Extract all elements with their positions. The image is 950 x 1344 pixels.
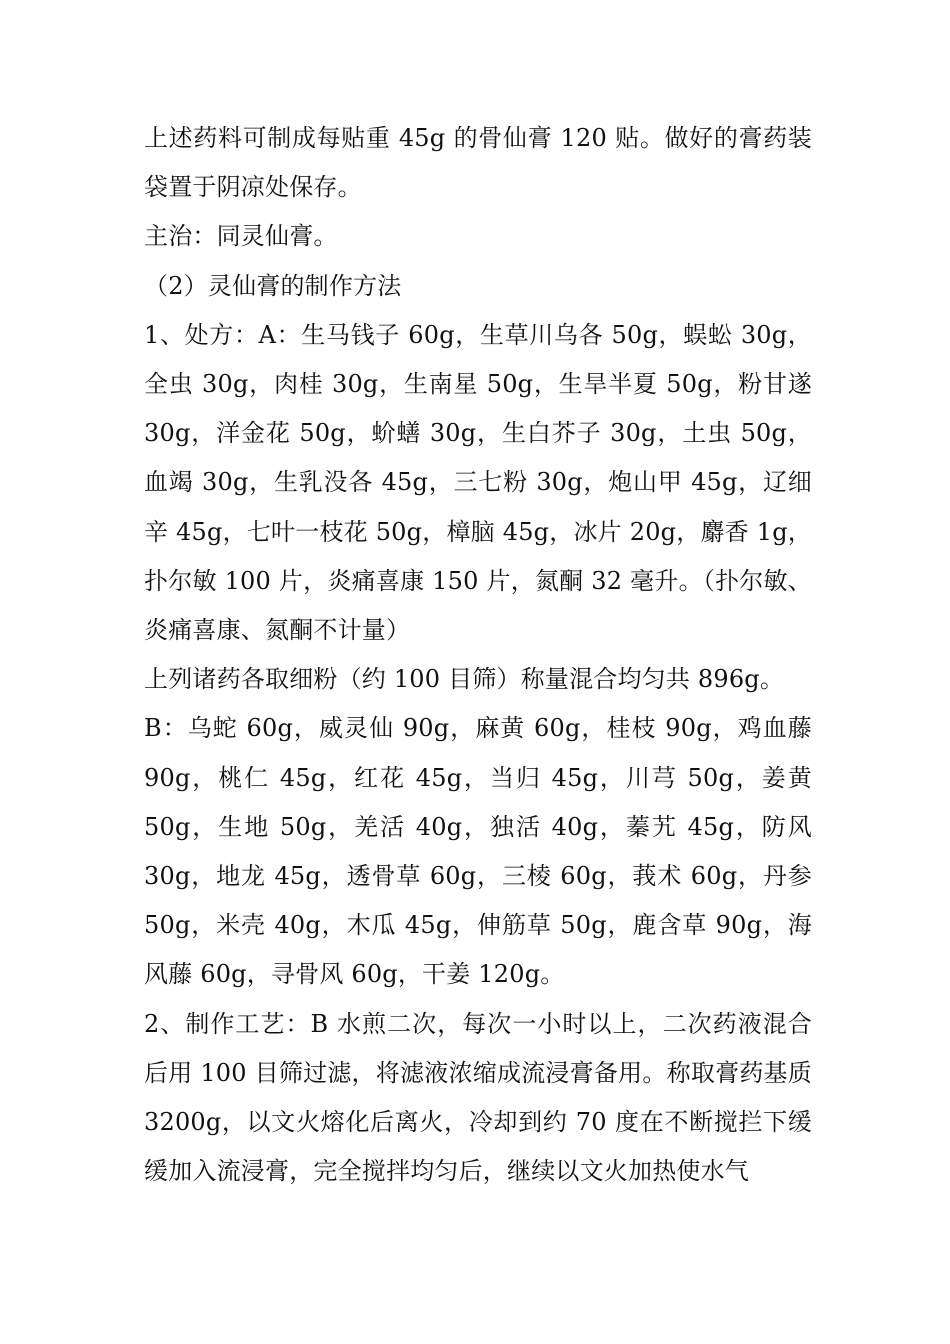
paragraph-powder-weight: 上列诸药各取细粉（约 100 目筛）称量混合均匀共 896g。 (144, 665, 785, 694)
paragraph-prescription-a: 1、处方：A：生马钱子 60g，生草川乌各 50g，蜈蚣 30g，全虫 30g，肉桂 30g，生南星 50g，生旱半夏 50g，粉甘遂 30g，洋金花 50g，蚧蟮 30g，生白芥子 30g，土虫 50g，血竭 30g，生乳没各 45g，三七粉 30g，炮山甲 45g，辽细辛 45g，七叶一枝花 50g，樟脑 45g，冰片 20g，麝香 1g，扑尔敏 100 片，炎痛喜康 150 片，氮酮 32 毫升。（扑尔敏、炎痛喜康、氮酮不计量） (144, 320, 812, 645)
paragraph-process: 2、制作工艺：B 水煎二次，每次一小时以上，二次药液混合后用 100 目筛过滤，将滤液浓缩成流浸膏备用。称取膏药基质 3200g，以文火熔化后离火，冷却到约 70 度在不断搅拦下缓缓加入流浸膏，完全搅拌均匀后，继续以文火加热使水气 (144, 1009, 812, 1186)
paragraph-indication: 主治：同灵仙膏。 (144, 222, 338, 251)
body-text (144, 114, 812, 1196)
section-heading: （2）灵仙膏的制作方法 (144, 271, 402, 300)
paragraph-storage: 上述药料可制成每贴重 45g 的骨仙膏 120 贴。做好的膏药装袋置于阴凉处保存。 (144, 124, 812, 202)
paragraph-prescription-b: B：乌蛇 60g，威灵仙 90g，麻黄 60g，桂枝 90g，鸡血藤 90g，桃仁 45g，红花 45g，当归 45g，川芎 50g，姜黄 50g，生地 50g，羌活 40g，独活 40g，蓁艽 45g，防风 30g，地龙 45g，透骨草 60g，三棱 60g，莪术 60g，丹参 50g，米壳 40g，木瓜 45g，伸筋草 50g，鹿含草 90g，海风藤 60g，寻骨风 60g，干姜 120g。 (144, 714, 812, 989)
